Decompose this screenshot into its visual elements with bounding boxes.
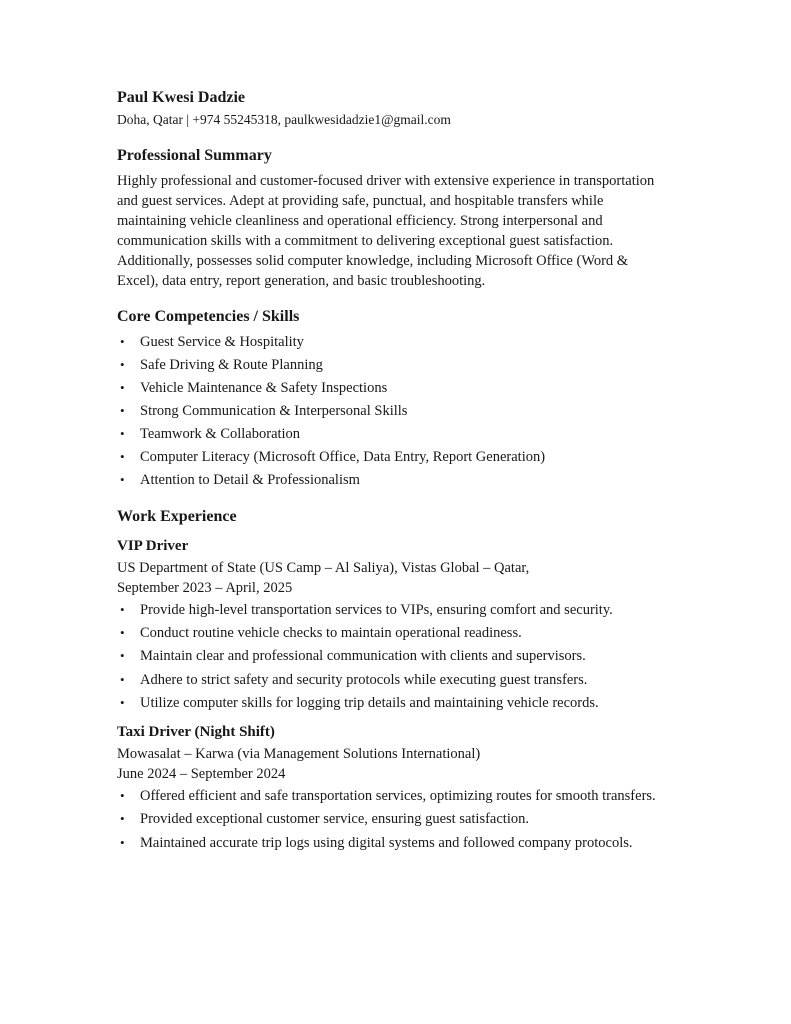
duty-item-text: Conduct routine vehicle checks to maintain operational readiness. [140, 625, 522, 642]
skill-item [120, 378, 669, 398]
job-title: Taxi Driver (Night Shift) [117, 723, 275, 740]
skill-item-text: Strong Communication & Interpersonal Skills [140, 403, 408, 420]
summary-paragraph: Highly professional and customer-focused driver with extensive experience in transportation and guest services. Adept at providing safe, punctual, and hospitable transfers while maintaining vehicle cleanliness and operational efficiency. Strong interpersonal and communication skills with a commitment to delivering exceptional guest satisfaction. Additionally, possesses solid computer knowledge, including Microsoft Office (Word & Excel), data entry, report generation, and basic troubleshooting. [117, 172, 655, 289]
job-dates: September 2023 – April, 2025 [117, 580, 293, 597]
duty-item [120, 646, 669, 666]
skill-item-text: Vehicle Maintenance & Safety Inspections [140, 379, 388, 396]
job-entry [117, 537, 669, 713]
section-heading-experience: Work Experience [117, 507, 237, 525]
duty-item-text: Offered efficient and safe transportation services, optimizing routes for smooth transfers. [140, 788, 656, 805]
bullet-icon: • [120, 379, 125, 395]
bullet-icon: • [120, 403, 125, 419]
bullet-icon: • [120, 356, 125, 372]
skill-item [120, 447, 669, 467]
job-organization: Mowasalat – Karwa (via Management Solutions International) [117, 746, 481, 763]
skill-item [120, 424, 669, 444]
bullet-icon: • [120, 602, 125, 618]
duty-item-text: Maintained accurate trip logs using digital systems and followed company protocols. [140, 834, 633, 851]
duty-item-text: Provided exceptional customer service, ensuring guest satisfaction. [140, 811, 529, 828]
skills-list [117, 332, 669, 491]
duty-item-text: Adhere to strict safety and security protocols while executing guest transfers. [140, 671, 588, 688]
duty-item [120, 833, 669, 853]
skill-item [120, 355, 669, 375]
section-heading-skills: Core Competencies / Skills [117, 307, 300, 325]
skill-item-text: Teamwork & Collaboration [140, 426, 301, 443]
bullet-icon: • [120, 671, 125, 687]
skill-item-text: Safe Driving & Route Planning [140, 356, 323, 373]
skill-item [120, 470, 669, 490]
job-entry [117, 723, 669, 853]
duty-item-text: Maintain clear and professional communication with clients and supervisors. [140, 648, 586, 665]
contact-line: Doha, Qatar | +974 55245318, paulkwesidadzie1@gmail.com [117, 112, 451, 127]
skill-item [120, 332, 669, 352]
duty-item [120, 600, 669, 620]
duty-item [120, 693, 669, 713]
candidate-name: Paul Kwesi Dadzie [117, 89, 245, 106]
section-heading-summary: Professional Summary [117, 146, 272, 164]
bullet-icon: • [120, 834, 125, 850]
bullet-icon: • [120, 694, 125, 710]
duty-item-text: Utilize computer skills for logging trip details and maintaining vehicle records. [140, 694, 599, 711]
bullet-icon: • [120, 472, 125, 488]
skill-item [120, 401, 669, 421]
skill-item-text: Attention to Detail & Professionalism [140, 472, 360, 489]
bullet-icon: • [120, 333, 125, 349]
bullet-icon: • [120, 449, 125, 465]
duty-item [120, 623, 669, 643]
job-duties-list [117, 600, 669, 713]
job-title: VIP Driver [117, 537, 189, 554]
skill-item-text: Computer Literacy (Microsoft Office, Data Entry, Report Generation) [140, 449, 546, 466]
skill-item-text: Guest Service & Hospitality [140, 333, 304, 350]
job-organization: US Department of State (US Camp – Al Saliya), Vistas Global – Qatar, [117, 560, 530, 577]
bullet-icon: • [120, 811, 125, 827]
bullet-icon: • [120, 625, 125, 641]
duty-item [120, 809, 669, 829]
duty-item [120, 670, 669, 690]
duty-item [120, 786, 669, 806]
duty-item-text: Provide high-level transportation services to VIPs, ensuring comfort and security. [140, 602, 613, 619]
bullet-icon: • [120, 426, 125, 442]
bullet-icon: • [120, 648, 125, 664]
job-duties-list [117, 786, 669, 852]
job-dates: June 2024 – September 2024 [117, 766, 286, 783]
bullet-icon: • [120, 788, 125, 804]
